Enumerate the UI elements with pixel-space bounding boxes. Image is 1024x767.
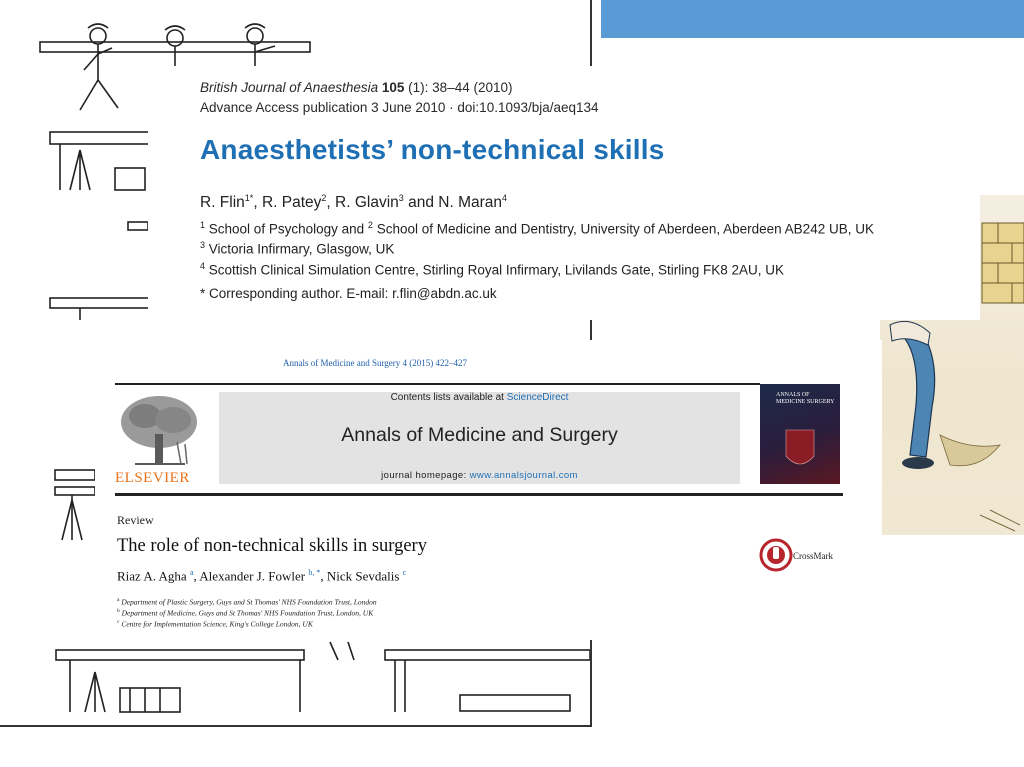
elsevier-tree-icon: [115, 392, 203, 470]
bja-author-mark: 1*: [244, 193, 254, 203]
bja-title: Anaesthetists’ non-technical skills: [200, 134, 665, 165]
title-banner: [601, 0, 1024, 38]
bja-affiliation: [200, 240, 394, 257]
bja-author-sep: and: [403, 194, 439, 212]
bja-aff-mark: 1: [200, 220, 206, 230]
bja-aff-mark: 4: [200, 261, 206, 271]
bja-affiliation: [200, 220, 874, 237]
contents-prefix: Contents lists available at: [390, 392, 507, 403]
journal-title: Annals of Medicine and Surgery: [341, 424, 618, 446]
bja-author-mark: 3: [398, 193, 404, 203]
bja-author-sep: ,: [253, 194, 262, 212]
ams-citation: Annals of Medicine and Surgery 4 (2015) 422–427: [282, 358, 468, 368]
ams-top-rule: [115, 383, 760, 385]
bja-article-header: [148, 66, 980, 320]
cover-emblem-icon: [782, 426, 818, 472]
ams-article-title: The role of non-technical skills in surgery: [117, 536, 427, 556]
bja-author: R. Glavin: [335, 194, 399, 212]
bja-aff-mark: 2: [367, 220, 373, 230]
ams-affiliation: [117, 619, 313, 629]
ams-article-header: [95, 340, 882, 640]
ams-bottom-rule: [115, 493, 843, 496]
bja-issue-pages: (1): 38–44 (2010): [408, 80, 513, 95]
homepage-link[interactable]: www.annalsjournal.com: [469, 470, 578, 481]
bja-author-sep: ,: [326, 194, 336, 212]
homepage-prefix: journal homepage:: [381, 470, 470, 481]
bja-corresponding-author: * Corresponding author. E-mail: r.flin@abdn.ac.uk: [200, 286, 497, 301]
ams-aff-mark: a: [117, 597, 120, 603]
elsevier-wordmark: ELSEVIER: [115, 470, 190, 486]
bja-journal-name: British Journal of Anaesthesia: [200, 80, 379, 95]
crossmark-label[interactable]: CrossMark: [793, 551, 833, 561]
bja-aff-mark: 3: [200, 240, 206, 250]
ams-author: Alexander J. Fowler: [199, 568, 306, 584]
contents-line: [219, 392, 740, 403]
journal-masthead-box: [219, 392, 740, 484]
bja-publication-line: Advance Access publication 3 June 2010 · doi:10.1093/bja/aeq134: [200, 100, 599, 115]
bja-aff-text: Scottish Clinical Simulation Centre, Stirling Royal Infirmary, Livilands Gate, Stirling FK8 2AU, UK: [208, 262, 784, 278]
bja-author-mark: 2: [321, 193, 327, 203]
bja-authors: [200, 193, 507, 212]
ams-affiliation: [117, 597, 377, 607]
article-section-label: Review: [117, 513, 154, 527]
bja-author-mark: 4: [502, 193, 508, 203]
bja-author: R. Patey: [261, 194, 322, 212]
crossmark-icon[interactable]: [759, 538, 793, 572]
ams-aff-mark: b: [117, 608, 120, 614]
journal-cover-image: [760, 384, 840, 484]
ams-author: Nick Sevdalis: [326, 568, 400, 584]
bja-affiliation: [200, 261, 784, 278]
ams-author: Riaz A. Agha: [117, 568, 187, 584]
sciencedirect-link[interactable]: ScienceDirect: [506, 392, 569, 403]
ams-aff-text: Department of Plastic Surgery, Guys and St Thomas' NHS Foundation Trust, London: [121, 597, 377, 607]
journal-homepage: [219, 470, 740, 481]
ams-authors: Riaz A. Agha $^a$, Alexander J. Fowler $^{b, *}$, Nick Sevdalis $^c$: [117, 568, 407, 584]
ams-author-mark: b, *: [308, 568, 321, 577]
bja-author: N. Maran: [438, 194, 503, 212]
ams-aff-mark: c: [117, 619, 120, 625]
ams-author-mark: a: [189, 568, 194, 577]
bja-aff-text: School of Psychology and: [208, 221, 365, 237]
ams-author-mark: c: [402, 568, 407, 577]
bja-aff-text: Victoria Infirmary, Glasgow, UK: [208, 241, 395, 257]
bja-aff-text: School of Medicine and Dentistry, University of Aberdeen, Aberdeen AB242 UB, UK: [376, 221, 874, 237]
bja-volume: 105: [381, 80, 405, 95]
bja-author: R. Flin: [200, 194, 245, 212]
bja-citation: [200, 80, 513, 95]
ams-affiliation: [117, 608, 373, 618]
cover-text: ANNALS OF MEDICINE SURGERY: [776, 392, 835, 405]
ams-aff-text: Centre for Implementation Science, King's College London, UK: [121, 619, 313, 629]
ams-aff-text: Department of Medicine, Guys and St Thomas' NHS Foundation Trust, London, UK: [121, 608, 374, 618]
